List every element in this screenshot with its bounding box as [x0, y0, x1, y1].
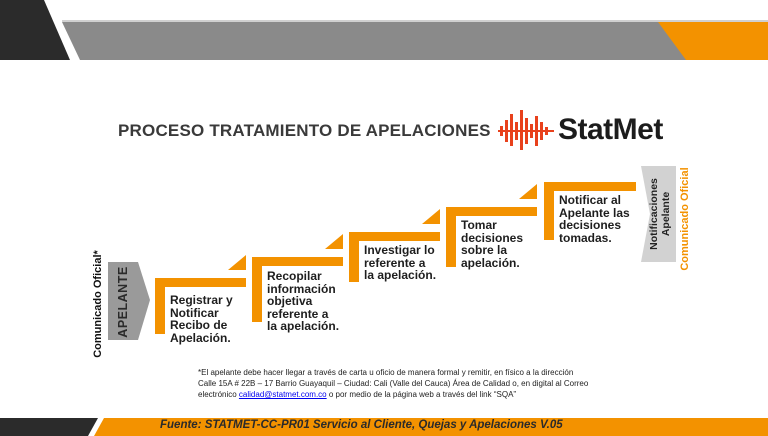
logo-text: StatMet — [558, 113, 663, 146]
footnote-line-1: *El apelante debe hacer llegar a través de carta u oficio de manera formal y remitir, en físico a la dirección — [198, 368, 574, 377]
step-2-text — [267, 270, 339, 333]
notificaciones-line: Notificaciones — [648, 178, 660, 250]
step-2-line: Recopilar — [267, 269, 322, 283]
banner-top-line — [62, 20, 768, 22]
step-1-line: Registrar y — [170, 293, 233, 307]
notificaciones-text — [648, 178, 672, 250]
step-1-line: Recibo de — [170, 318, 228, 332]
page-title: PROCESO TRATAMIENTO DE APELACIONES — [118, 121, 491, 140]
footer-dark-left — [0, 418, 98, 436]
step-4-line: decisiones — [461, 230, 524, 245]
step-3-line: Investigar lo — [364, 243, 435, 257]
footer-source: Fuente: STATMET-CC-PR01 Servicio al Cliente, Quejas y Apelaciones V.05 — [160, 419, 563, 431]
notificaciones-label — [644, 168, 676, 260]
logo-wave-icon — [498, 110, 554, 150]
step-2-line: información — [267, 281, 336, 296]
footnote-line-3 — [198, 389, 638, 400]
banner-dark-band — [0, 0, 70, 60]
step-2-triangle — [325, 234, 343, 249]
step-1-line: Apelación. — [170, 330, 231, 345]
step-3-line: referente a — [364, 255, 426, 270]
step-5-line: decisiones — [559, 218, 622, 232]
step-4-line: sobre la — [461, 243, 508, 257]
footnote — [198, 367, 638, 400]
step-1-text — [170, 294, 233, 344]
right-label-text: Comunicado Oficial — [679, 167, 691, 271]
footnote-line-2: Calle 15A # 22B – 17 Barrio Guayaquil – Ciudad: Cali (Valle del Cauca) Área de Calidad o, en digital al Correo — [198, 379, 589, 388]
footnote-text: electrónico — [198, 390, 239, 399]
step-2-line: objetiva — [267, 294, 313, 308]
step-2-line: referente a — [267, 306, 329, 321]
step-4-line: apelación. — [461, 255, 520, 270]
step-5-line: Notificar al — [559, 193, 622, 207]
right-vertical-label — [678, 165, 692, 273]
step-1-line: Notificar — [170, 305, 219, 320]
step-3-triangle — [422, 209, 440, 224]
left-vertical-label — [90, 248, 106, 360]
notificaciones-line: Apelante — [660, 191, 672, 237]
banner-gray-band — [62, 22, 690, 60]
step-5-line: Apelante las — [559, 205, 630, 220]
step-3-line: la apelación. — [364, 268, 437, 282]
left-label-text: Comunicado Oficial* — [92, 250, 104, 358]
step-1-triangle — [228, 255, 246, 270]
step-4-triangle — [519, 184, 537, 199]
email-link[interactable]: calidad@statmet.com.co — [238, 390, 327, 399]
step-4-line: Tomar — [461, 218, 497, 232]
step-2-line: la apelación. — [267, 319, 340, 333]
step-4-text — [461, 219, 523, 269]
apelante-text: APELANTE — [116, 266, 130, 338]
footnote-text: o por medio de la página web a través del link “SQA” — [326, 390, 517, 399]
apelante-box — [111, 262, 135, 342]
step-3-text — [364, 244, 436, 282]
step-5-line: tomadas. — [559, 230, 612, 245]
step-5-text — [559, 194, 630, 244]
top-banner — [0, 0, 768, 60]
